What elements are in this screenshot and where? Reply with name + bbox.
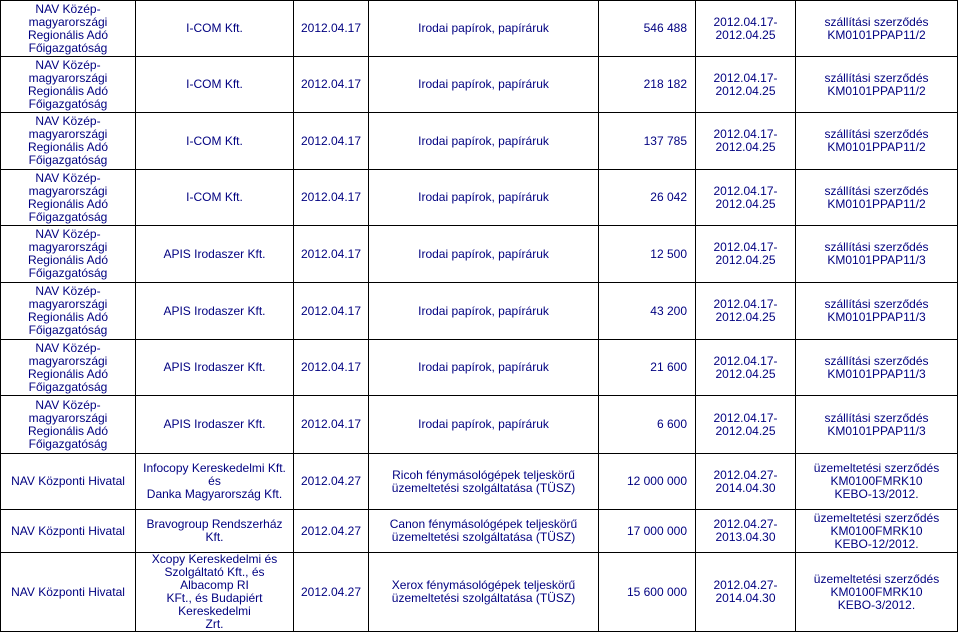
period-cell-line: 2012.04.27- xyxy=(713,578,778,592)
contract-cell xyxy=(796,170,958,226)
table-row xyxy=(1,553,958,632)
amount-cell-text: 15 600 000 xyxy=(626,584,687,599)
table-row xyxy=(1,226,958,283)
amount-cell xyxy=(599,1,696,57)
subject-cell-line: Irodai papírok, papíráruk xyxy=(418,246,549,261)
table-row xyxy=(1,454,958,510)
supplier-cell xyxy=(136,226,294,283)
date-cell-text: 2012.04.17 xyxy=(300,190,362,204)
organization-cell-line: NAV Közép-magyarországi xyxy=(28,284,108,311)
supplier-cell-line: APIS Irodaszer Kft. xyxy=(163,417,266,431)
supplier-cell-line: Bravogroup Rendszerház Kft. xyxy=(146,517,283,544)
contract-cell-line: KM0100FMRK10 xyxy=(830,474,923,488)
supplier-cell xyxy=(136,396,294,454)
period-cell-line: 2012.04.25 xyxy=(715,83,776,98)
date-cell xyxy=(294,510,369,553)
contract-cell-line: szállítási szerződés xyxy=(824,353,929,368)
organization-cell-line: Főigazgatóság xyxy=(28,153,108,167)
supplier-cell-line: I-COM Kft. xyxy=(186,21,243,35)
supplier-cell xyxy=(136,1,294,57)
date-cell xyxy=(294,113,369,170)
organization-cell-line: Főigazgatóság xyxy=(28,40,108,55)
subject-cell-line: Irodai papírok, papíráruk xyxy=(418,133,549,148)
amount-cell-text: 17 000 000 xyxy=(626,523,687,538)
organization-cell-line: Főigazgatóság xyxy=(28,209,108,224)
contract-cell-line: KEBO-12/2012. xyxy=(834,536,919,551)
table-row xyxy=(1,57,958,113)
organization-cell-line: Főigazgatóság xyxy=(28,379,108,394)
period-cell xyxy=(696,553,796,632)
organization-cell-line: Regionális Adó xyxy=(27,253,109,267)
period-cell-line: 2014.04.30 xyxy=(715,591,776,605)
contract-cell-line: szállítási szerződés xyxy=(824,240,929,254)
organization-cell xyxy=(1,170,136,226)
subject-cell-line: Irodai papírok, papíráruk xyxy=(418,21,549,35)
period-cell xyxy=(696,1,796,57)
contract-cell xyxy=(796,57,958,113)
subject-cell-line: üzemeltetési szolgáltatása (TÜSZ) xyxy=(391,591,576,605)
amount-cell xyxy=(599,57,696,113)
period-cell-line: 2012.04.27- xyxy=(713,467,778,482)
contract-cell xyxy=(796,454,958,510)
table-row xyxy=(1,396,958,454)
period-cell-line: 2012.04.25 xyxy=(715,366,776,381)
contract-cell-line: üzemeltetési szerződés xyxy=(813,461,940,475)
period-cell-line: 2012.04.17- xyxy=(713,14,778,29)
supplier-cell-line: Szolgáltató Kft., és Albacomp RI xyxy=(164,565,265,592)
date-cell xyxy=(294,226,369,283)
amount-cell-text: 137 785 xyxy=(643,133,687,148)
date-cell xyxy=(294,396,369,454)
subject-cell-line: Xerox fénymásológépek teljeskörű xyxy=(391,578,576,592)
amount-cell xyxy=(599,113,696,170)
organization-cell xyxy=(1,454,136,510)
contract-cell-line: szállítási szerződés xyxy=(824,410,929,425)
contract-cell-line: üzemeltetési szerződés xyxy=(813,571,940,586)
period-cell xyxy=(696,57,796,113)
period-cell-line: 2012.04.17- xyxy=(713,297,778,311)
organization-cell xyxy=(1,1,136,57)
date-cell-text: 2012.04.17 xyxy=(300,133,362,148)
period-cell-line: 2012.04.25 xyxy=(715,423,776,438)
organization-cell-line: Regionális Adó xyxy=(27,27,109,42)
organization-cell-line: NAV Közép-magyarországi xyxy=(28,227,108,254)
table-row xyxy=(1,340,958,396)
supplier-cell-line: Danka Magyarország Kft. xyxy=(146,487,283,501)
supplier-cell-line: KFt., és Budapiért Kereskedelmi xyxy=(166,591,263,618)
contract-cell xyxy=(796,283,958,340)
subject-cell xyxy=(369,510,599,553)
amount-cell-text: 43 200 xyxy=(650,303,687,318)
date-cell-text: 2012.04.27 xyxy=(300,584,362,599)
contract-cell-line: KM0101PPAP11/2 xyxy=(827,196,926,211)
contract-cell-line: KM0101PPAP11/2 xyxy=(827,83,926,98)
period-cell-line: 2012.04.25 xyxy=(715,253,776,267)
organization-cell-line: NAV Közép-magyarországi xyxy=(28,170,108,198)
organization-cell xyxy=(1,510,136,553)
organization-cell xyxy=(1,57,136,113)
supplier-cell xyxy=(136,454,294,510)
date-cell-text: 2012.04.17 xyxy=(300,360,362,374)
subject-cell xyxy=(369,57,599,113)
supplier-cell xyxy=(136,57,294,113)
contract-cell xyxy=(796,340,958,396)
supplier-cell xyxy=(136,340,294,396)
amount-cell-text: 218 182 xyxy=(643,77,687,91)
subject-cell xyxy=(369,1,599,57)
contract-cell-line: KEBO-3/2012. xyxy=(837,597,916,612)
period-cell-line: 2012.04.17- xyxy=(713,70,778,85)
date-cell-text: 2012.04.17 xyxy=(300,303,362,318)
subject-cell xyxy=(369,553,599,632)
period-cell xyxy=(696,226,796,283)
amount-cell xyxy=(599,396,696,454)
organization-cell xyxy=(1,553,136,632)
period-cell-line: 2012.04.25 xyxy=(715,310,776,324)
date-cell xyxy=(294,553,369,632)
contract-cell xyxy=(796,1,958,57)
organization-cell-line: Regionális Adó xyxy=(27,83,109,98)
date-cell xyxy=(294,170,369,226)
amount-cell xyxy=(599,226,696,283)
contract-cell xyxy=(796,396,958,454)
period-cell-line: 2012.04.25 xyxy=(715,27,776,42)
subject-cell xyxy=(369,170,599,226)
organization-cell-line: Regionális Adó xyxy=(27,140,109,154)
subject-cell xyxy=(369,226,599,283)
organization-cell xyxy=(1,283,136,340)
period-cell xyxy=(696,510,796,553)
date-cell xyxy=(294,57,369,113)
contract-cell xyxy=(796,510,958,553)
contract-cell-line: KM0101PPAP11/3 xyxy=(827,253,926,267)
subject-cell-line: Canon fénymásológépek teljeskörű xyxy=(389,517,578,531)
subject-cell-line: Irodai papírok, papíráruk xyxy=(418,77,549,91)
contract-cell-line: szállítási szerződés xyxy=(824,14,929,29)
contract-cell-line: KM0101PPAP11/2 xyxy=(827,140,926,154)
date-cell xyxy=(294,340,369,396)
organization-cell-line: Regionális Adó xyxy=(27,423,109,438)
contract-cell-line: szállítási szerződés xyxy=(824,183,929,198)
contract-cell xyxy=(796,553,958,632)
contract-cell xyxy=(796,113,958,170)
period-cell-line: 2012.04.17- xyxy=(713,183,778,198)
supplier-cell-line: Infocopy Kereskedelmi Kft. és xyxy=(143,461,286,488)
organization-cell-line: NAV Központi Hivatal xyxy=(11,584,125,599)
subject-cell-line: Ricoh fénymásológépek teljeskörű xyxy=(392,467,575,482)
supplier-cell-line: I-COM Kft. xyxy=(186,77,243,91)
date-cell-text: 2012.04.17 xyxy=(300,417,362,431)
amount-cell-text: 12 500 xyxy=(650,246,687,261)
subject-cell xyxy=(369,283,599,340)
subject-cell-line: üzemeltetési szolgáltatása (TÜSZ) xyxy=(391,530,576,544)
supplier-cell-line: APIS Irodaszer Kft. xyxy=(163,246,266,261)
period-cell xyxy=(696,113,796,170)
date-cell xyxy=(294,1,369,57)
date-cell-text: 2012.04.17 xyxy=(300,21,362,35)
supplier-cell-line: I-COM Kft. xyxy=(186,190,243,204)
contract-cell-line: szállítási szerződés xyxy=(824,70,929,85)
contract-cell-line: üzemeltetési szerződés xyxy=(813,510,940,525)
subject-cell xyxy=(369,396,599,454)
supplier-cell xyxy=(136,170,294,226)
organization-cell-line: NAV Központi Hivatal xyxy=(11,474,125,488)
amount-cell-text: 21 600 xyxy=(650,360,687,374)
contract-cell-line: KEBO-13/2012. xyxy=(834,487,919,501)
contract-cell-line: KM0101PPAP11/2 xyxy=(827,27,926,42)
organization-cell-line: NAV Közép-magyarországi xyxy=(28,397,108,425)
contract-cell-line: KM0100FMRK10 xyxy=(830,523,923,538)
amount-cell-text: 546 488 xyxy=(643,21,687,35)
supplier-cell-line: APIS Irodaszer Kft. xyxy=(163,303,266,318)
organization-cell-line: NAV Közép-magyarországi xyxy=(28,340,108,368)
organization-cell-line: NAV Közép-magyarországi xyxy=(28,1,108,29)
table-row xyxy=(1,113,958,170)
supplier-cell xyxy=(136,510,294,553)
period-cell xyxy=(696,170,796,226)
date-cell xyxy=(294,283,369,340)
contract-cell-line: szállítási szerződés xyxy=(824,127,929,141)
organization-cell-line: Főigazgatóság xyxy=(28,266,108,280)
contract-cell-line: KM0101PPAP11/3 xyxy=(827,310,926,324)
subject-cell xyxy=(369,113,599,170)
period-cell-line: 2014.04.30 xyxy=(715,480,776,495)
organization-cell-line: Regionális Adó xyxy=(27,196,109,211)
organization-cell-line: NAV Központi Hivatal xyxy=(11,523,125,538)
period-cell xyxy=(696,283,796,340)
subject-cell xyxy=(369,340,599,396)
amount-cell xyxy=(599,170,696,226)
amount-cell xyxy=(599,283,696,340)
subject-cell-line: Irodai papírok, papíráruk xyxy=(418,360,549,374)
organization-cell xyxy=(1,340,136,396)
organization-cell xyxy=(1,396,136,454)
subject-cell-line: üzemeltetési szolgáltatása (TÜSZ) xyxy=(391,480,576,495)
contract-cell xyxy=(796,226,958,283)
period-cell xyxy=(696,396,796,454)
organization-cell-line: NAV Közép-magyarországi xyxy=(28,57,108,85)
amount-cell xyxy=(599,510,696,553)
amount-cell xyxy=(599,553,696,632)
period-cell xyxy=(696,340,796,396)
period-cell-line: 2012.04.17- xyxy=(713,127,778,141)
supplier-cell-line: Xcopy Kereskedelmi és xyxy=(151,552,278,566)
table-row xyxy=(1,1,958,57)
organization-cell-line: Főigazgatóság xyxy=(28,96,108,111)
date-cell-text: 2012.04.17 xyxy=(300,246,362,261)
contract-cell-line: szállítási szerződés xyxy=(824,297,929,311)
amount-cell-text: 12 000 000 xyxy=(626,474,687,488)
subject-cell xyxy=(369,454,599,510)
organization-cell-line: NAV Közép-magyarországi xyxy=(28,114,108,141)
period-cell-line: 2012.04.17- xyxy=(713,240,778,254)
organization-cell-line: Regionális Adó xyxy=(27,310,109,324)
period-cell-line: 2012.04.17- xyxy=(713,410,778,425)
date-cell-text: 2012.04.27 xyxy=(300,474,362,488)
period-cell-line: 2012.04.25 xyxy=(715,196,776,211)
organization-cell xyxy=(1,226,136,283)
subject-cell-line: Irodai papírok, papíráruk xyxy=(418,303,549,318)
supplier-cell xyxy=(136,113,294,170)
organization-cell-line: Főigazgatóság xyxy=(28,436,108,451)
table-row xyxy=(1,283,958,340)
date-cell xyxy=(294,454,369,510)
table-row xyxy=(1,170,958,226)
period-cell-line: 2012.04.17- xyxy=(713,353,778,368)
date-cell-text: 2012.04.17 xyxy=(300,77,362,91)
period-cell-line: 2013.04.30 xyxy=(715,530,776,544)
supplier-cell xyxy=(136,553,294,632)
amount-cell xyxy=(599,454,696,510)
period-cell-line: 2012.04.25 xyxy=(715,140,776,154)
organization-cell-line: Regionális Adó xyxy=(27,366,109,381)
contract-cell-line: KM0101PPAP11/3 xyxy=(827,423,926,438)
amount-cell-text: 6 600 xyxy=(656,417,687,431)
supplier-cell-line: I-COM Kft. xyxy=(186,133,243,148)
organization-cell xyxy=(1,113,136,170)
amount-cell-text: 26 042 xyxy=(650,190,687,204)
period-cell-line: 2012.04.27- xyxy=(713,517,778,531)
date-cell-text: 2012.04.27 xyxy=(300,523,362,538)
contract-cell-line: KM0101PPAP11/3 xyxy=(827,366,926,381)
supplier-cell xyxy=(136,283,294,340)
subject-cell-line: Irodai papírok, papíráruk xyxy=(418,417,549,431)
supplier-cell-line: APIS Irodaszer Kft. xyxy=(163,360,266,374)
contract-cell-line: KM0100FMRK10 xyxy=(830,584,923,599)
subject-cell-line: Irodai papírok, papíráruk xyxy=(418,190,549,204)
amount-cell xyxy=(599,340,696,396)
organization-cell-line: Főigazgatóság xyxy=(28,323,108,337)
table-row xyxy=(1,510,958,553)
supplier-cell-line: Zrt. xyxy=(205,617,224,631)
period-cell xyxy=(696,454,796,510)
